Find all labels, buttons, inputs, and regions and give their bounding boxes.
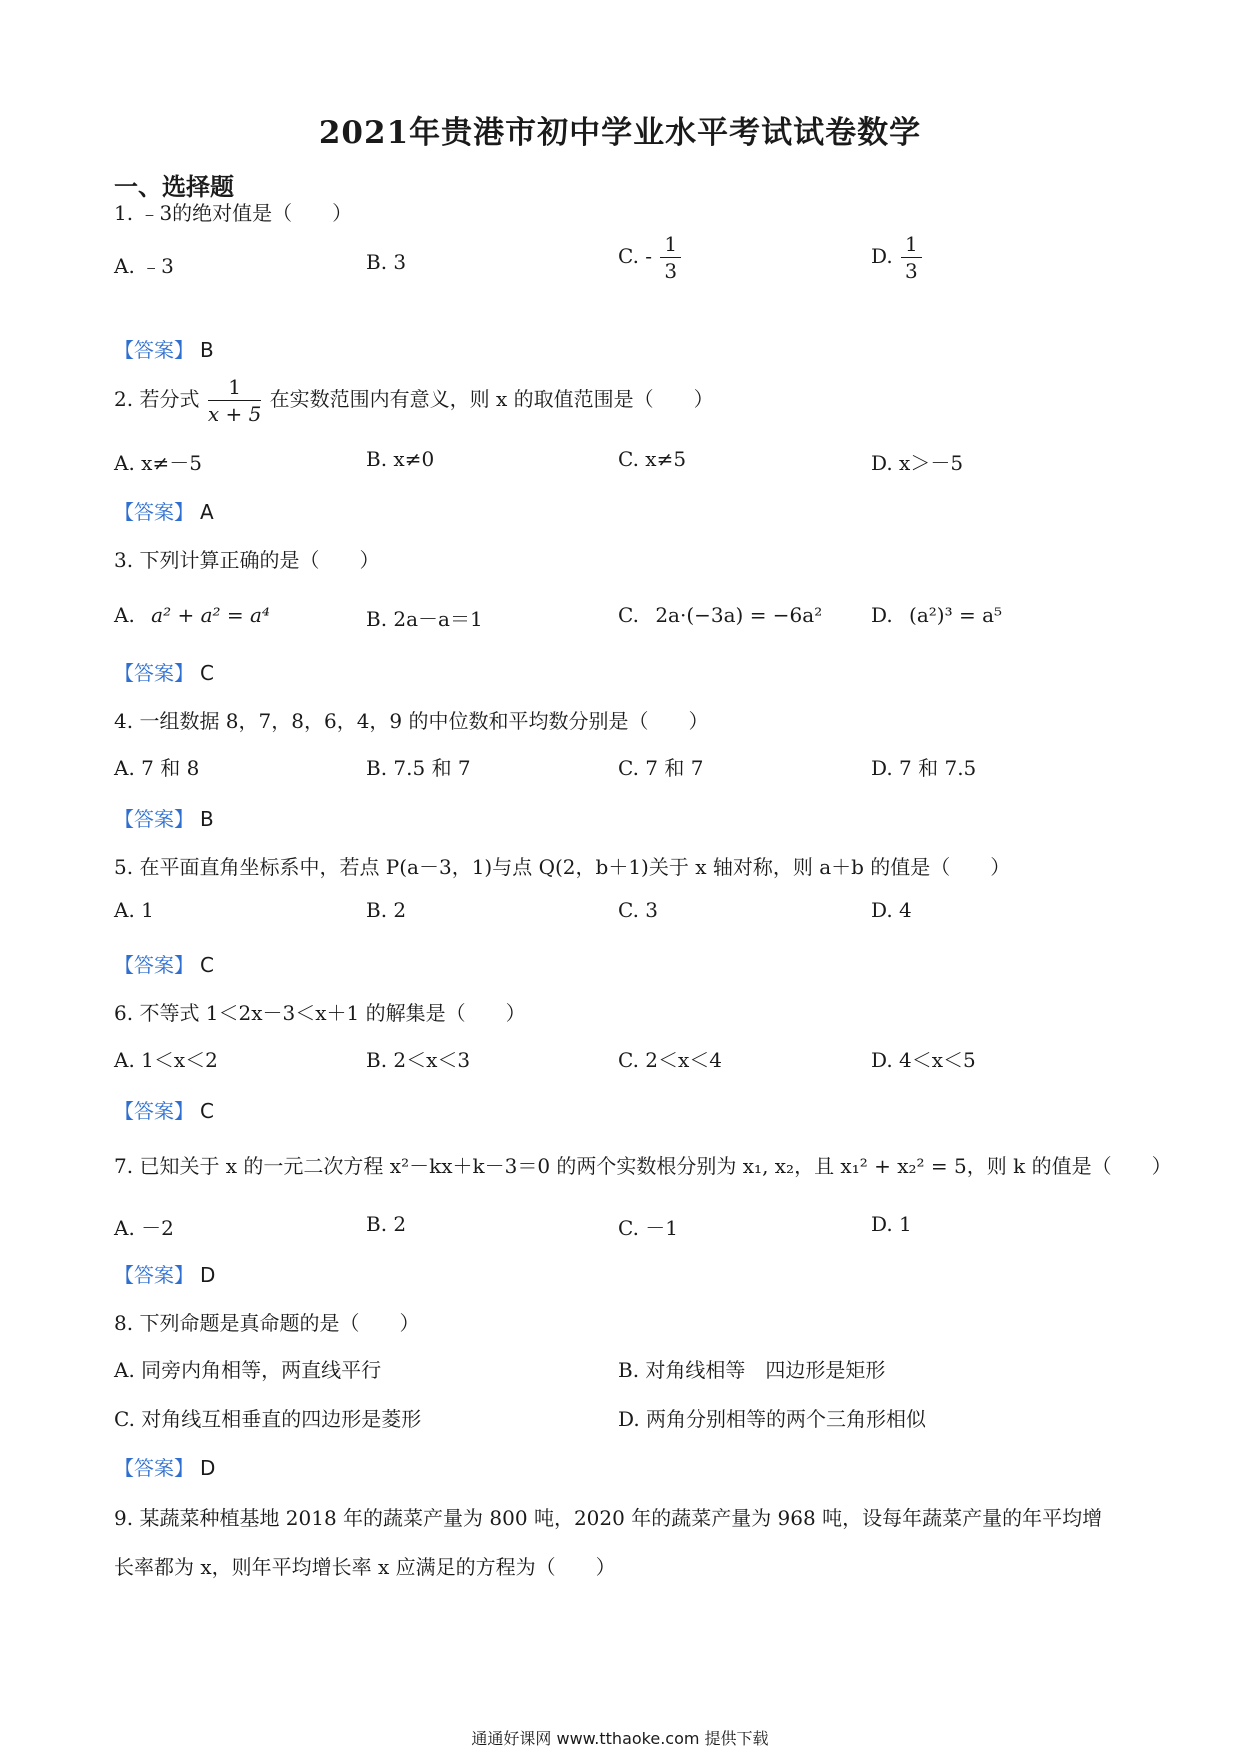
q8-option-a: A. 同旁内角相等，两直线平行 — [114, 1358, 382, 1382]
answer-value: B — [200, 338, 214, 362]
q6-option-d: D. 4＜x＜5 — [871, 1048, 976, 1072]
q3-option-a-label: A. — [114, 603, 135, 627]
q1-option-c-fraction — [660, 234, 681, 281]
fraction-numerator: 1 — [660, 234, 681, 258]
q4-option-b: B. 7.5 和 7 — [366, 756, 471, 780]
q8-option-b: B. 对角线相等 四边形是矩形 — [618, 1358, 886, 1382]
q3-option-d — [871, 603, 1002, 627]
q5-option-c: C. 3 — [618, 898, 659, 922]
q1-option-d — [871, 234, 924, 281]
question-9-stem-line-2: 长率都为 x，则年平均增长率 x 应满足的方程为（ ） — [114, 1555, 616, 1579]
question-7-stem: 7. 已知关于 x 的一元二次方程 x²－kx＋k－3＝0 的两个实数根分别为 x₁, x₂，且 x₁² + x₂² = 5，则 k 的值是（ ） — [114, 1154, 1172, 1178]
answer-value: D — [200, 1263, 216, 1287]
q3-option-a-expr: a² + a² = a⁴ — [151, 603, 270, 627]
q2-option-d: D. x＞－5 — [871, 451, 964, 475]
q8-option-c: C. 对角线互相垂直的四边形是菱形 — [114, 1407, 422, 1431]
q4-option-c: C. 7 和 7 — [618, 756, 704, 780]
answer-label: 【答案】 — [114, 1263, 194, 1287]
q4-option-d: D. 7 和 7.5 — [871, 756, 977, 780]
q2-answer — [114, 496, 214, 525]
q3-option-d-label: D. — [871, 603, 893, 627]
page-title: 2021年贵港市初中学业水平考试试卷数学 — [318, 115, 922, 151]
answer-value: C — [200, 1099, 214, 1123]
fraction-numerator: 1 — [208, 377, 261, 401]
question-2-stem — [114, 377, 714, 424]
fraction-denominator: x + 5 — [207, 402, 262, 426]
q3-option-c-expr: 2a·(−3a) = −6a² — [655, 603, 823, 627]
q6-option-b: B. 2＜x＜3 — [366, 1048, 471, 1072]
q1-answer — [114, 334, 214, 363]
q2-stem-post: 在实数范围内有意义，则 x 的取值范围是（ ） — [269, 387, 714, 411]
q7-option-d: D. 1 — [871, 1212, 912, 1236]
q8-option-d: D. 两角分别相等的两个三角形相似 — [618, 1407, 927, 1431]
q5-answer — [114, 949, 214, 978]
fraction-numerator: 1 — [901, 234, 922, 258]
q2-option-c: C. x≠5 — [618, 447, 687, 471]
answer-label: 【答案】 — [114, 1099, 194, 1123]
answer-label: 【答案】 — [114, 1456, 194, 1480]
q3-option-d-expr: (a²)³ = a⁵ — [909, 603, 1003, 627]
q7-option-c: C. －1 — [618, 1216, 679, 1240]
answer-value: B — [200, 807, 214, 831]
q5-option-d: D. 4 — [871, 898, 912, 922]
q6-option-c: C. 2＜x＜4 — [618, 1048, 723, 1072]
question-8-stem: 8. 下列命题是真命题的是（ ） — [114, 1311, 420, 1335]
fraction-denominator: 3 — [664, 259, 678, 283]
q6-option-a: A. 1＜x＜2 — [114, 1048, 218, 1072]
q3-option-b: B. 2a－a＝1 — [366, 607, 483, 631]
q5-option-a: A. 1 — [114, 898, 154, 922]
q4-option-a: A. 7 和 8 — [114, 756, 200, 780]
q3-option-c — [618, 603, 822, 627]
section-heading: 一、选择题 — [114, 172, 234, 201]
fraction-denominator: 3 — [905, 259, 918, 283]
q6-answer — [114, 1095, 214, 1124]
answer-value: A — [200, 500, 214, 524]
q2-option-b: B. x≠0 — [366, 447, 435, 471]
q3-option-a — [114, 603, 270, 627]
q2-stem-pre: 2. 若分式 — [114, 387, 200, 411]
q7-option-b: B. 2 — [366, 1212, 407, 1236]
question-3-stem: 3. 下列计算正确的是（ ） — [114, 548, 380, 572]
q5-option-b: B. 2 — [366, 898, 407, 922]
question-9-stem-line-1: 9. 某蔬菜种植基地 2018 年的蔬菜产量为 800 吨，2020 年的蔬菜产量为 968 吨，设每年蔬菜产量的年平均增 — [114, 1506, 1103, 1530]
q1-option-a: A. ﹣3 — [114, 254, 174, 278]
answer-value: C — [200, 661, 214, 685]
answer-value: D — [200, 1456, 216, 1480]
answer-label: 【答案】 — [114, 500, 194, 524]
question-5-stem: 5. 在平面直角坐标系中，若点 P(a－3，1)与点 Q(2，b＋1)关于 x 轴对称，则 a＋b 的值是（ ） — [114, 855, 1011, 879]
q7-option-a: A. －2 — [114, 1216, 174, 1240]
q3-option-c-label: C. — [618, 603, 639, 627]
q2-fraction — [208, 377, 261, 424]
answer-value: C — [200, 953, 214, 977]
page-footer: 通通好课网 www.tthaoke.com 提供下载 — [471, 1729, 769, 1748]
q7-answer — [114, 1259, 215, 1288]
question-4-stem: 4. 一组数据 8，7，8，6，4，9 的中位数和平均数分别是（ ） — [114, 709, 709, 733]
q8-answer — [114, 1452, 215, 1481]
answer-label: 【答案】 — [114, 338, 194, 362]
question-1-stem: 1. ﹣3的绝对值是（ ） — [114, 201, 353, 225]
q1-option-c — [618, 234, 683, 281]
q4-answer — [114, 803, 214, 832]
q1-option-b: B. 3 — [366, 250, 407, 274]
q3-answer — [114, 657, 214, 686]
q1-option-d-fraction — [901, 234, 922, 281]
q1-option-d-prefix: D. — [871, 244, 893, 268]
q1-option-c-prefix: C. - — [618, 244, 653, 268]
answer-label: 【答案】 — [114, 953, 194, 977]
question-6-stem: 6. 不等式 1＜2x－3＜x＋1 的解集是（ ） — [114, 1001, 526, 1025]
answer-label: 【答案】 — [114, 807, 194, 831]
q2-option-a: A. x≠－5 — [114, 451, 202, 475]
answer-label: 【答案】 — [114, 661, 194, 685]
